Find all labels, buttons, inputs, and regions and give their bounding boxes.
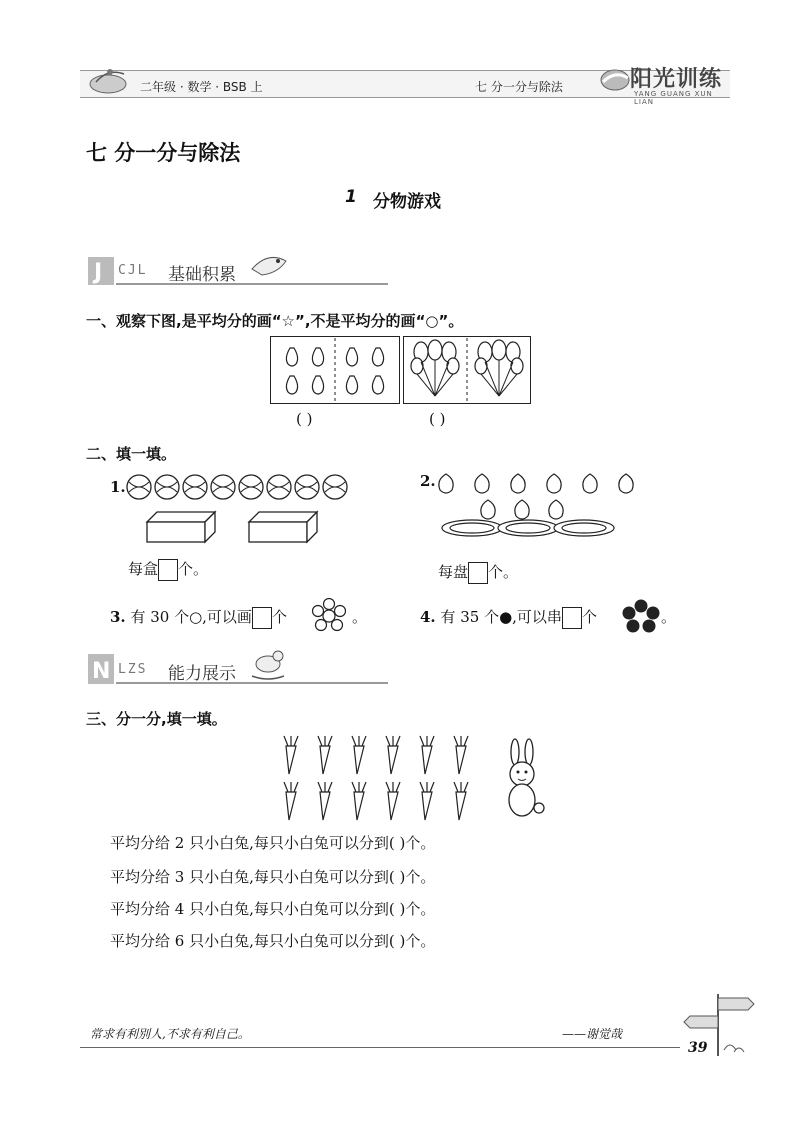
item-2-answer-box[interactable] [468, 562, 488, 584]
lesson-number: 1 [345, 187, 357, 207]
carrots-picture [278, 734, 482, 826]
footer-divider [80, 1047, 680, 1048]
volleyballs-row [125, 472, 355, 502]
question-2-title: 二、填一填。 [86, 445, 177, 463]
open-circles-flower [309, 598, 349, 634]
rocking-horse-icon [248, 646, 288, 682]
sunshine-logo [600, 60, 730, 106]
fish-decoration-icon [248, 247, 292, 283]
item-1-unit: 个。 [178, 560, 209, 578]
section-badge: CJL [118, 263, 148, 278]
logo-subtext: YANG GUANG XUN LIAN [634, 90, 713, 106]
section-banner-basic [88, 255, 388, 287]
filled-circles-flower [622, 598, 660, 634]
item-3-label: 有 30 个○,可以画 [130, 608, 252, 626]
page-number: 39 [688, 1040, 708, 1056]
item-3-number: 3. [110, 608, 126, 626]
balloons-picture [403, 336, 531, 404]
question-1-title: 一、观察下图,是平均分的画“☆”,不是平均分的画“○”。 [86, 312, 464, 330]
item-4-answer-box[interactable] [562, 607, 582, 629]
item-4-text [420, 606, 597, 629]
item-1-answer-box[interactable] [158, 559, 178, 581]
item-1-number: 1. [110, 478, 126, 496]
chapter-title: 七 分一分与除法 [86, 141, 241, 165]
item-1-text [128, 558, 208, 581]
two-boxes [145, 510, 325, 544]
item-4-unit: 个 [581, 608, 597, 626]
item-2-label: 每盘 [438, 563, 469, 581]
question-3-line-1[interactable]: 平均分给 2 只小白兔,每只小白兔可以分到( )个。 [110, 834, 436, 852]
item-3-unit: 个 [271, 608, 287, 626]
item-3-text [110, 606, 287, 629]
item-4-label: 有 35 个●,可以串 [440, 608, 562, 626]
item-3-answer-box[interactable] [252, 607, 272, 629]
logo-swoosh-icon [600, 66, 630, 94]
pears-picture [270, 336, 400, 404]
header-right-text: 七 分一分与除法 [475, 80, 563, 94]
section-title-2: 能力展示 [168, 664, 236, 684]
item-1-label: 每盒 [128, 560, 159, 578]
section-badge-2: LZS [118, 662, 148, 677]
item-4-number: 4. [420, 608, 436, 626]
question-3-line-3[interactable]: 平均分给 4 只小白兔,每只小白兔可以分到( )个。 [110, 900, 436, 918]
peaches-and-plates [432, 466, 652, 546]
header-left-text: 二年级 · 数学 · BSB 上 [140, 80, 263, 94]
question-3-line-2[interactable]: 平均分给 3 只小白兔,每只小白兔可以分到( )个。 [110, 868, 436, 886]
question-3-line-4[interactable]: 平均分给 6 只小白兔,每只小白兔可以分到( )个。 [110, 932, 436, 950]
footer-quote: 常求有利别人,不求有利自己。 [90, 1027, 250, 1041]
section-title: 基础积累 [168, 265, 236, 285]
logo-text: 阳光训练 [630, 67, 723, 92]
item-4-period: 。 [661, 608, 677, 626]
answer-paren-a[interactable]: ( ) [296, 410, 313, 428]
item-2-text [438, 561, 518, 584]
question-3-title: 三、分一分,填一填。 [86, 710, 227, 728]
leaf-decoration-icon [86, 60, 134, 100]
rabbit-icon [495, 738, 551, 822]
svg-text:N: N [92, 659, 111, 684]
answer-paren-b[interactable]: ( ) [429, 410, 446, 428]
footer-author: ——谢觉哉 [562, 1027, 623, 1041]
item-2-unit: 个。 [488, 563, 519, 581]
svg-text:J: J [94, 260, 103, 285]
section-banner-ability [88, 652, 388, 686]
item-2-number: 2. [420, 472, 436, 490]
item-3-period: 。 [352, 608, 368, 626]
lesson-title: 分物游戏 [373, 192, 441, 212]
